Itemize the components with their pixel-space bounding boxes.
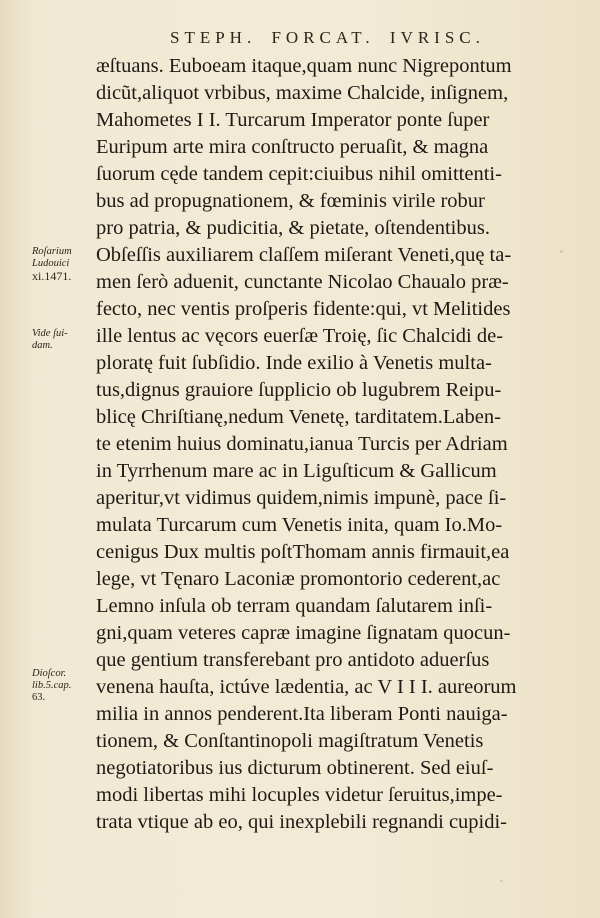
- margin-note-line: Roſarium: [32, 246, 72, 257]
- text-line: venena hauſta, ictúve lædentia, ac V I I I. aureorum: [96, 676, 517, 698]
- margin-note-line: xi.1471.: [32, 269, 72, 283]
- text-line: que gentium transferebant pro antidoto aduerſus: [96, 649, 490, 671]
- text-line: Lemno inſula ob terram quandam ſalutarem inſi-: [96, 595, 493, 617]
- text-line: negotiatoribus ius dicturum obtinerent. Sed eiuſ-: [96, 757, 494, 779]
- text-line: Euripum arte mira conſtructo peruaſit, & magna: [96, 136, 489, 158]
- paper-speck: [500, 880, 503, 882]
- text-line: dicũt,aliquot vrbibus, maxime Chalcide, inſignem,: [96, 82, 509, 104]
- text-line: mulata Turcarum cum Venetis inita, quam Io.Mo-: [96, 514, 503, 536]
- margin-note-line: 63.: [32, 692, 46, 703]
- text-line: Obſeſſis auxiliarem claſſem miſerant Veneti,quę ta-: [96, 244, 512, 266]
- text-line: ſuorum cęde tandem cepit:ciuibus nihil omittenti-: [96, 163, 502, 185]
- margin-note-line: lib.5.cap.: [32, 680, 72, 691]
- running-header: [170, 28, 485, 48]
- text-line: tus,dignus grauiore ſupplicio ob lugubrem Reipu-: [96, 379, 502, 401]
- text-line: aperitur,vt vidimus quidem,nimis impunè, pace ſi-: [96, 487, 507, 509]
- text-line: ille lentus ac vęcors euerſæ Troię, ſic Chalcidi de-: [96, 325, 504, 347]
- header-middle: FORCAT.: [271, 28, 375, 47]
- margin-note-line: Vide ſui-: [32, 328, 68, 339]
- margin-note-suidam: [32, 328, 68, 352]
- header-right: IVRISC.: [389, 28, 485, 47]
- text-line: ploratę fuit ſubſidio. Inde exilio à Venetis multa-: [96, 352, 492, 374]
- text-line: te etenim huius dominatu,ianua Turcis per Adriam: [96, 433, 508, 455]
- text-line: gni,quam veteres capræ imagine ſignatam quocun-: [96, 622, 511, 644]
- text-line: Mahometes I I. Turcarum Imperator ponte ſuper: [96, 109, 490, 131]
- margin-note-rosarium: [32, 246, 72, 282]
- text-line: milia in annos penderent.Ita liberam Ponti nauiga-: [96, 703, 508, 725]
- margin-note-line: dam.: [32, 340, 53, 351]
- paper-speck: [118, 530, 120, 532]
- text-line: cenigus Dux multis poſtThomam annis firmauit,ea: [96, 541, 510, 563]
- text-line: fecto, nec ventis proſperis fidente:qui, vt Melitides: [96, 298, 511, 320]
- text-line: men ſerò aduenit, cunctante Nicolao Chaualo præ-: [96, 271, 509, 293]
- margin-note-dioscor: [32, 668, 71, 704]
- text-line: pro patria, & pudicitia, & pietate, oſtendentibus.: [96, 217, 490, 239]
- text-line: lege, vt Tęnaro Laconiæ promontorio cederent,ac: [96, 568, 501, 590]
- text-line: tionem, & Conſtantinopoli magiſtratum Venetis: [96, 730, 484, 752]
- text-line: æſtuans. Euboeam itaque,quam nunc Nigrepontum: [96, 55, 512, 77]
- margin-note-line: Ludouici: [32, 258, 70, 269]
- text-line: bus ad propugnationem, & fœminis virile robur: [96, 190, 485, 212]
- text-line: in Tyrrhenum mare ac in Liguſticum & Gallicum: [96, 460, 497, 482]
- margin-note-line: Dioſcor.: [32, 668, 67, 679]
- text-line: trata vtique ab eo, qui inexplebili regnandi cupidi-: [96, 811, 508, 833]
- header-left: STEPH.: [170, 28, 257, 47]
- text-line: blicę Chriſtianę,nedum Venetę, tarditatem.Laben-: [96, 406, 501, 428]
- paper-speck: [560, 250, 563, 253]
- text-line: modi libertas mihi locuples videtur ſeruitus,impe-: [96, 784, 503, 806]
